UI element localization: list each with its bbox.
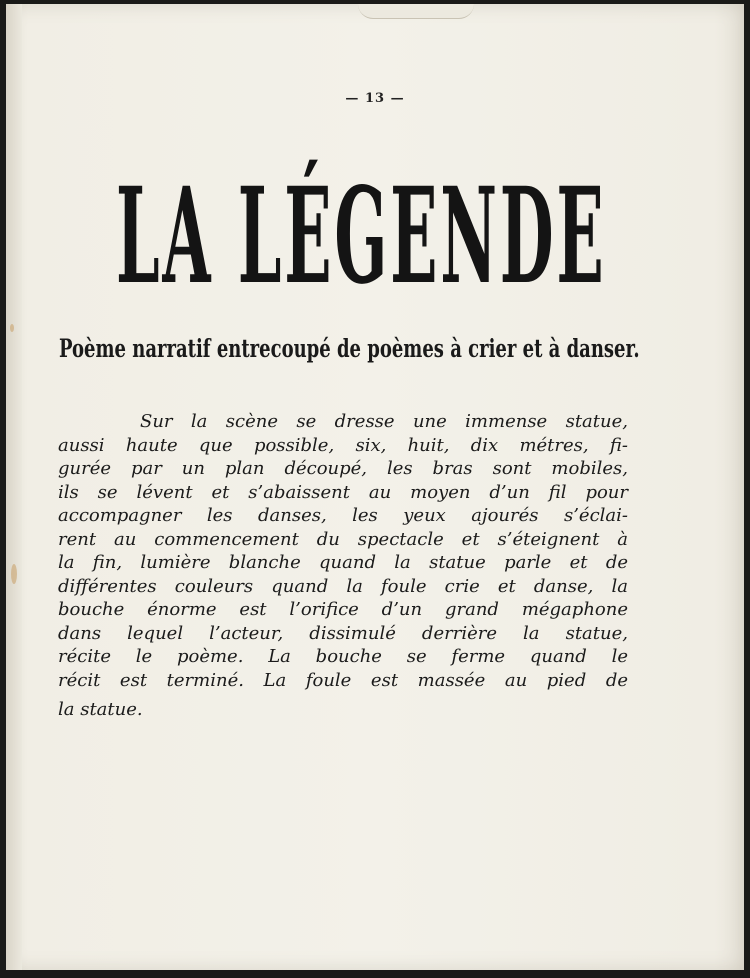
page-tear <box>358 4 474 19</box>
paragraph-line: ils se lévent et s’abaissent au moyen d’un fil pour <box>58 481 628 503</box>
paragraph-line: Sur la scène se dresse une immense statue, <box>140 411 628 432</box>
page-gutter <box>6 4 22 970</box>
paragraph-line: la fin, lumière blanche quand la statue parle et de <box>58 552 628 573</box>
body-paragraph <box>58 410 628 722</box>
book-page <box>6 4 744 970</box>
paragraph-line: rent au commencement du spectacle et s’éteignent à <box>58 528 628 550</box>
page-number: — 13 — <box>345 91 405 106</box>
paragraph-line: récit est terminé. La foule est massée au pied de <box>58 669 628 691</box>
paragraph-line: la statue. <box>58 699 143 720</box>
paragraph-line: aussi haute que possible, six, huit, dix métres, fi- <box>58 434 628 456</box>
paragraph-line: gurée par un plan découpé, les bras sont mobiles, <box>58 458 628 479</box>
paragraph-line: dans lequel l’acteur, dissimulé derrière la statue, <box>58 622 628 644</box>
page-title: LA LÉGENDE <box>116 159 607 314</box>
page-subtitle: Poème narratif entrecoupé de poèmes à crier et à danser. <box>59 334 640 363</box>
paragraph-line: différentes couleurs quand la foule crie et danse, la <box>58 575 628 597</box>
paragraph-line: récite le poème. La bouche se ferme quand le <box>58 646 628 667</box>
paper-stain <box>11 564 17 584</box>
paper-stain <box>10 324 14 332</box>
paragraph-line: bouche énorme est l’orifice d’un grand mégaphone <box>58 599 628 620</box>
paragraph-line: accompagner les danses, les yeux ajourés s’éclai- <box>58 505 628 526</box>
